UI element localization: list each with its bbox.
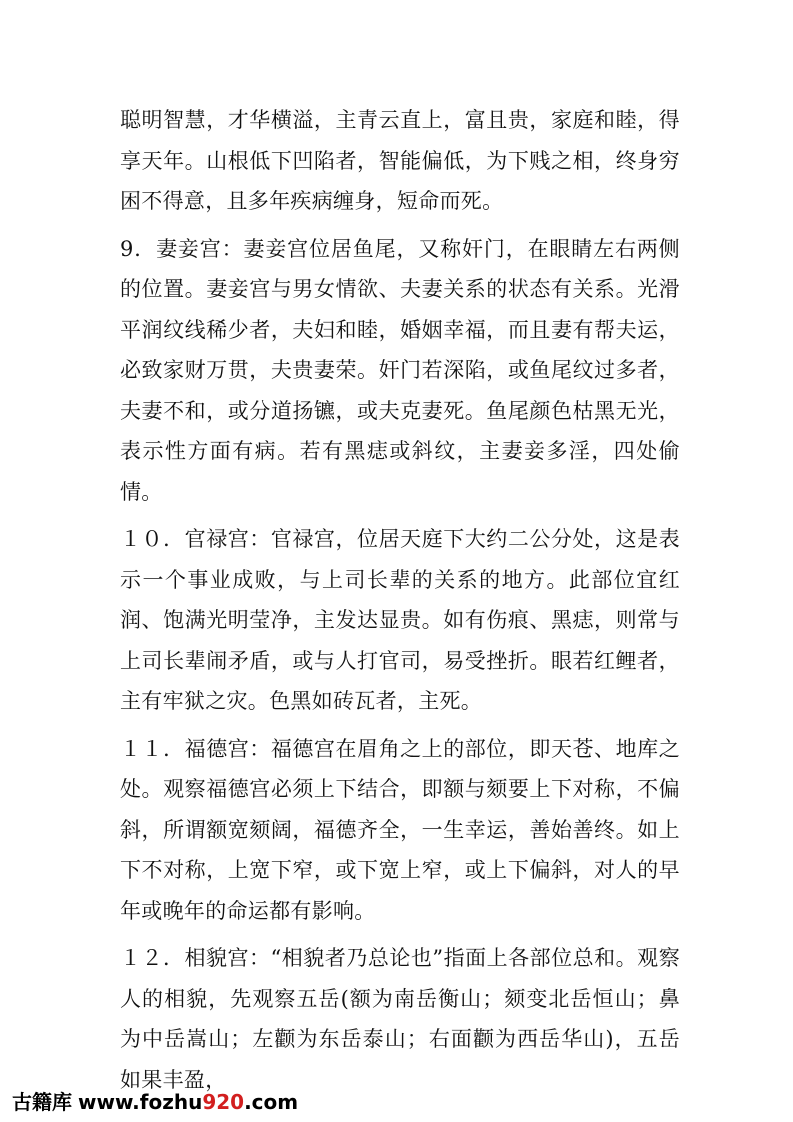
paragraph-guanlu-gong: １０．官禄宫：官禄宫，位居天庭下大约二公分处，这是表示一个事业成败，与上司长辈的关系的地方。此部位宜红润、饱满光明莹净，主发达显贵。如有伤痕、黑痣，则常与上司长辈闹矛盾，或与人打官司，易受挫折。眼若红鲤者，主有牢狱之灾。色黑如砖瓦者，主死。	[120, 527, 680, 713]
paragraph-fude-gong: １１．福德宫：福德宫在眉角之上的部位，即天苍、地库之处。观察福德宫必须上下结合，即额与颏要上下对称，不偏斜，所谓额宽颏阔，福德齐全，一生幸运，善始善终。如上下不对称，上宽下窄，或下宽上窄，或上下偏斜，对人的早年或晚年的命运都有影响。	[120, 736, 680, 923]
document-body	[120, 100, 680, 1100]
paragraph-shangen: 聪明智慧，才华横溢，主青云直上，富且贵，家庭和睦，得享天年。山根低下凹陷者，智能偏低，为下贱之相，终身穷困不得意，且多年疾病缠身，短命而死。	[120, 108, 680, 213]
site-url-accent: 920	[202, 1090, 245, 1114]
site-url-prefix: www.fozhu	[78, 1090, 203, 1114]
paragraph-xiangmao-gong: １２．相貌宫：“相貌者乃总论也”指面上各部位总和。观察人的相貌，先观察五岳(额为南岳衡山；颏变北岳恒山；鼻为中岳嵩山；左颧为东岳泰山；右面颧为西岳华山)，五岳如果丰盈，	[120, 946, 680, 1092]
site-url-suffix: .com	[244, 1090, 299, 1114]
site-brand: 古籍库	[12, 1090, 72, 1114]
footer-watermark	[12, 1086, 298, 1115]
paragraph-qiqie-gong: 9．妻妾宫：妻妾宫位居鱼尾，又称奸门，在眼睛左右两侧的位置。妻妾宫与男女情欲、夫妻关系的状态有关系。光滑平润纹线稀少者，夫妇和睦，婚姻幸福，而且妻有帮夫运，必致家财万贯，夫贵妻荣。奸门若深陷，或鱼尾纹过多者，夫妻不和，或分道扬镳，或夫克妻死。鱼尾颜色枯黑无光，表示性方面有病。若有黑痣或斜纹，主妻妾多淫，四处偷情。	[120, 236, 680, 504]
